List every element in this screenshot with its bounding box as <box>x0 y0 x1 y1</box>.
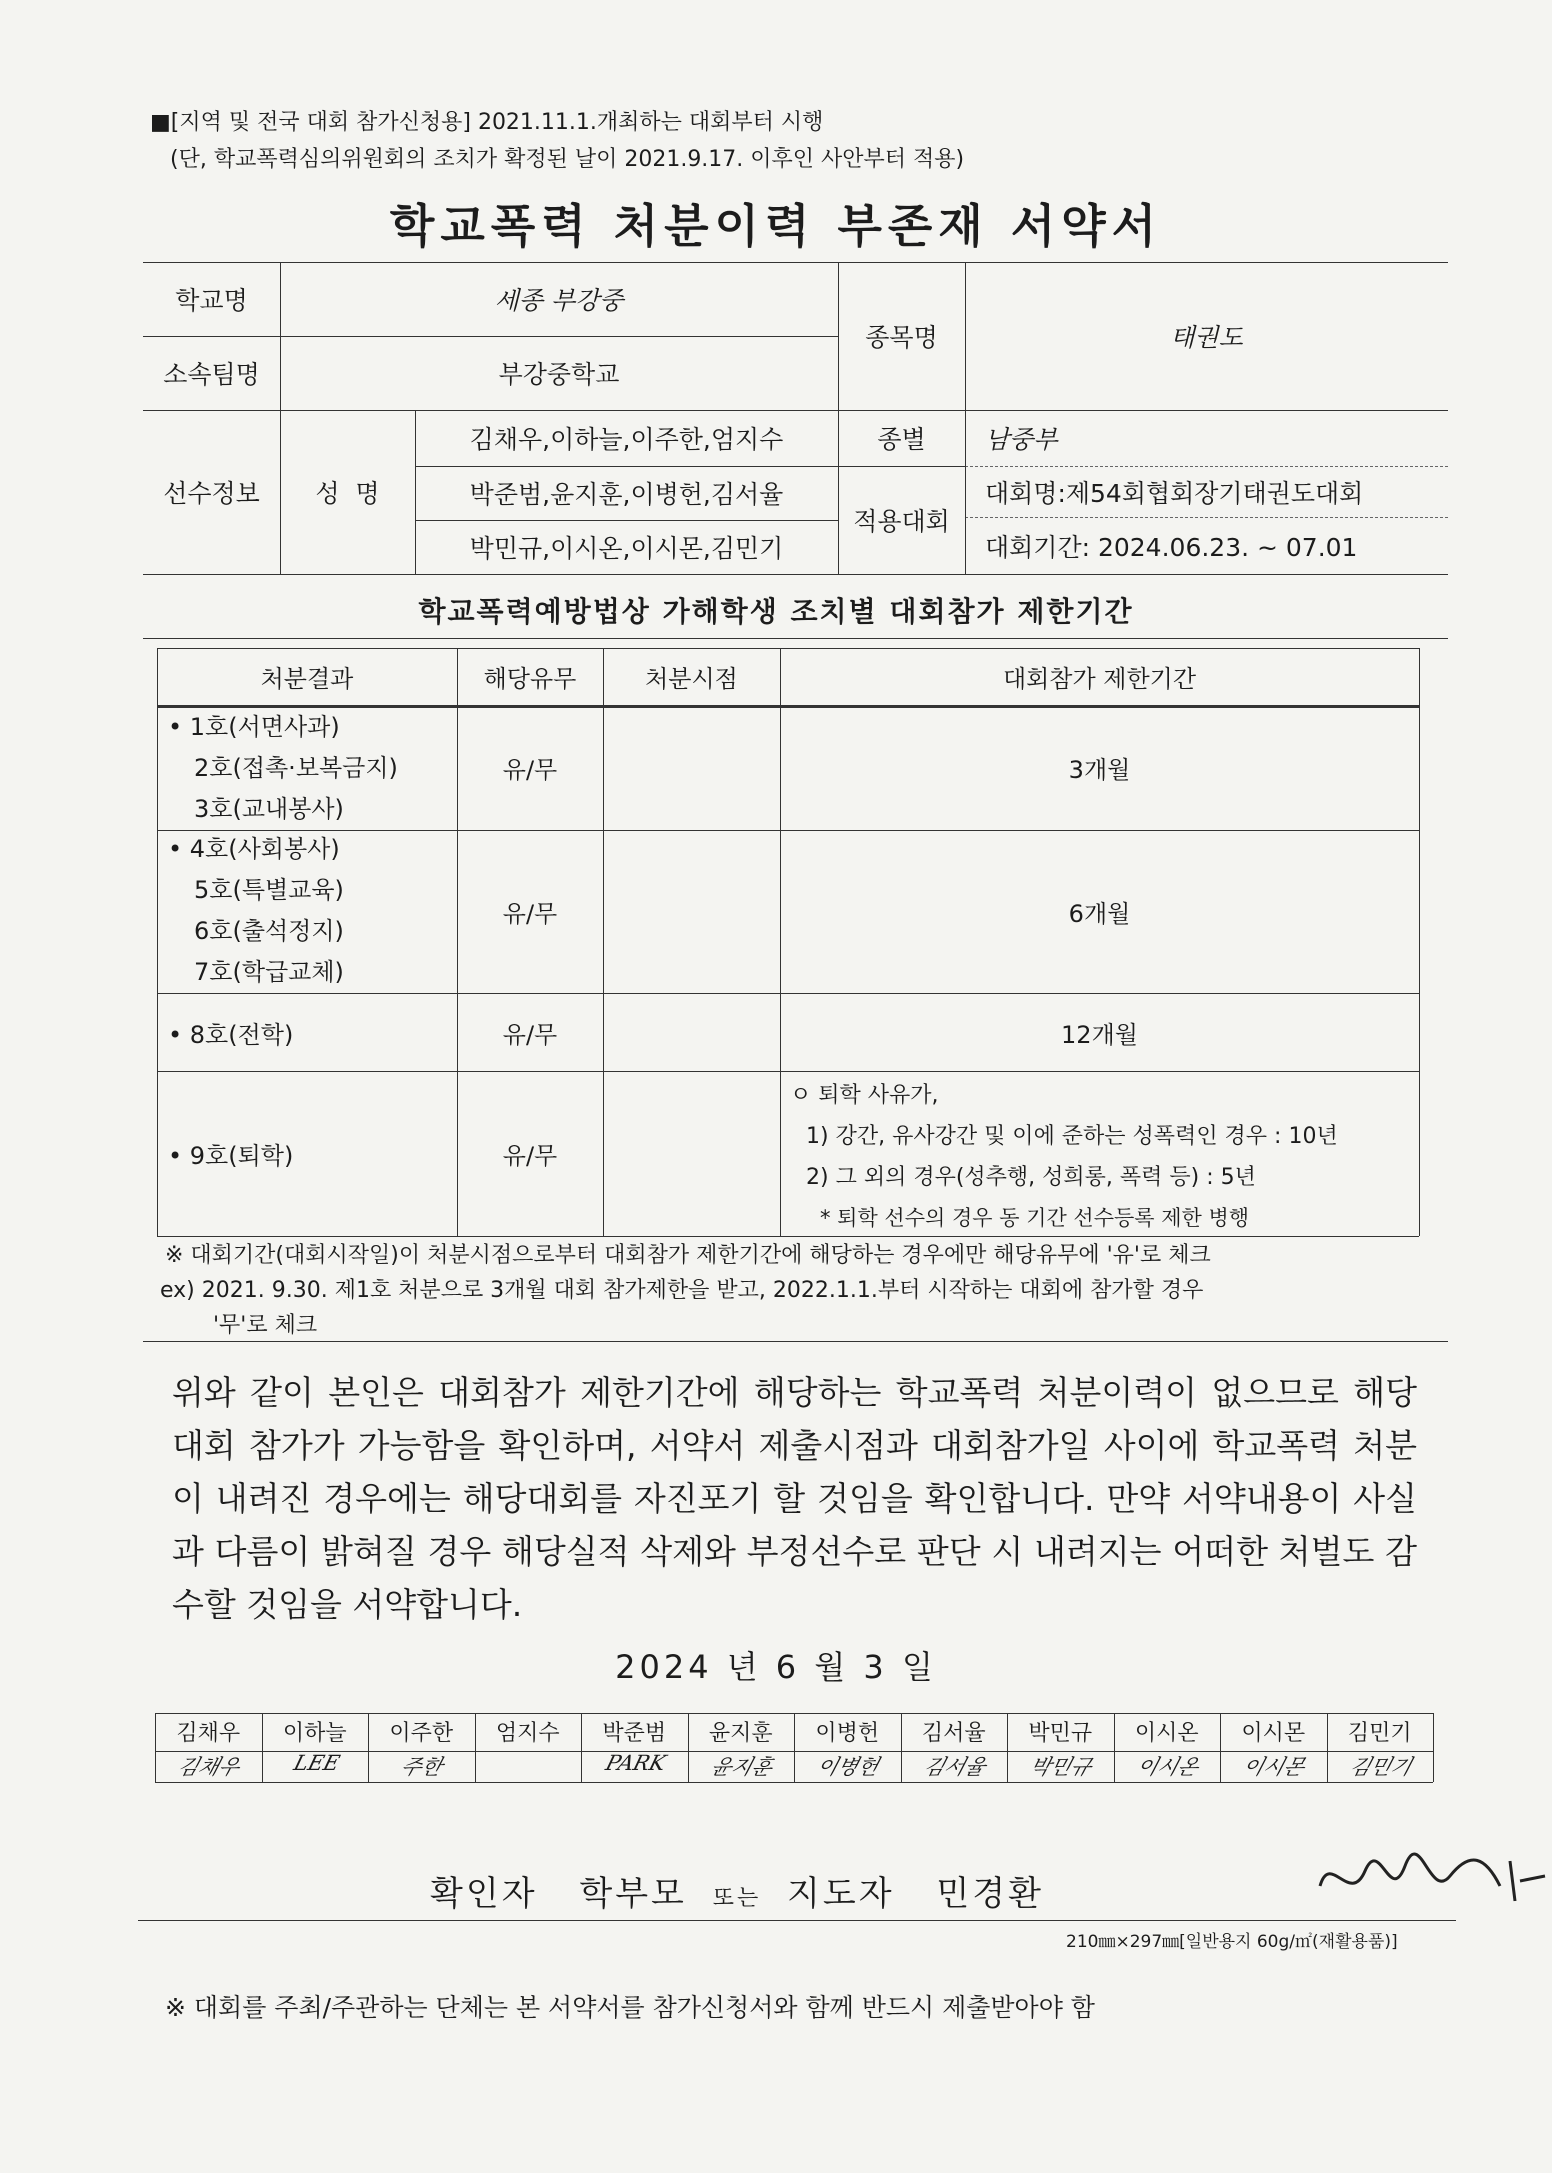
event-name: 대회명:제54회협회장기태권도대회 <box>985 478 1364 508</box>
signer-signature <box>470 1751 586 1787</box>
signer-name: 김민기 <box>1347 1721 1412 1746</box>
pledge-date: 2024 년 6 월 3 일 <box>615 1648 937 1686</box>
sport-value: 태권도 <box>1170 323 1243 352</box>
header-restriction-period: 대회참가 제한기간 <box>1002 665 1197 693</box>
paper-spec: 210㎜×297㎜[일반용지 60g/㎡(재활용품)] <box>1066 1932 1398 1952</box>
notice-line-1: ■[지역 및 전국 대회 참가신청용] 2021.11.1.개최하는 대회부터 시행 <box>150 110 824 135</box>
expulsion-line: 2) 그 외의 경우(성추행, 성희롱, 폭력 등) : 5년 <box>806 1165 1256 1190</box>
signer-signature: LEE <box>290 1751 342 1775</box>
notice-line-2: (단, 학교폭력심의위원회의 조치가 확정된 날이 2021.9.17. 이후인 사안부터 적용) <box>170 147 965 172</box>
restriction-period: 6개월 <box>1068 900 1131 928</box>
signer-name: 이주한 <box>389 1721 454 1746</box>
name-label: 성 명 <box>315 479 380 508</box>
team-label: 소속팀명 <box>163 360 260 389</box>
players-row-2: 박준범,윤지훈,이병헌,김서율 <box>469 480 784 509</box>
players-row-3: 박민규,이시온,이시몬,김민기 <box>469 534 784 563</box>
header-disposition-date: 처분시점 <box>645 665 738 693</box>
pledge-text: 위와 같이 본인은 대회참가 제한기간에 해당하는 학교폭력 처분이력이 없으므로 해당 대회 참가가 가능함을 확인하며, 서약서 제출시점과 대회참가일 사이에 학교폭력 처분이 내려진 경우에는 해당대회를 자진포기 할 것임을 확인합니다. 만약 서약내용이 사실과 다름이 밝혀질 경우 해당실적 삭제와 부정선수로 판단 시 내려지는 어떠한 처벌도 감수할 것임을 서약합니다. <box>172 1373 1417 1624</box>
signer-signature: 윤지훈 <box>707 1755 775 1779</box>
coach-label: 지도자 <box>787 1874 895 1914</box>
expulsion-line: ㅇ 퇴학 사유가, <box>790 1083 939 1108</box>
footer-note: ※ 대회를 주최/주관하는 단체는 본 서약서를 참가신청서와 함께 반드시 제출받아야 함 <box>165 1993 1095 2022</box>
signer-signature: 이시온 <box>1133 1755 1201 1779</box>
signer-signature: 김민기 <box>1346 1755 1414 1779</box>
disposition-item: 3호(교내봉사) <box>194 795 344 823</box>
signer-signature: PARK <box>603 1751 669 1775</box>
disposition-item: 5호(특별교육) <box>194 876 344 904</box>
rule-note: ※ 대회기간(대회시작일)이 처분시점으로부터 대회참가 제한기간에 해당하는 경우에만 해당유무에 '유'로 체크 <box>165 1243 1211 1268</box>
restriction-subtitle: 학교폭력예방법상 가해학생 조치별 대회참가 제한기간 <box>418 595 1134 628</box>
table-row <box>168 707 398 830</box>
yes-no-field[interactable]: 유/무 <box>502 1142 558 1170</box>
school-value: 세종 부강중 <box>494 286 624 315</box>
player-info-label: 선수정보 <box>163 479 260 508</box>
sport-label: 종목명 <box>865 323 938 352</box>
signer-name: 이시몬 <box>1241 1721 1306 1746</box>
disposition-item: 6호(출석정지) <box>194 917 344 945</box>
signer-signature: 김서율 <box>920 1755 988 1779</box>
signer-signature: 이시몬 <box>1240 1755 1308 1779</box>
header-disposition: 처분결과 <box>260 665 354 693</box>
disposition-item: • 4호(사회봉사) <box>168 835 340 863</box>
signer-signature: 박민규 <box>1027 1755 1095 1779</box>
apply-label: 적용대회 <box>853 507 950 536</box>
confirmer-signature <box>1310 1846 1550 1920</box>
or-label: 또는 <box>712 1886 762 1911</box>
signer-signature: 김채우 <box>175 1755 243 1779</box>
restriction-period: 3개월 <box>1068 756 1131 784</box>
parent-label: 학부모 <box>579 1874 687 1914</box>
restriction-period: 12개월 <box>1061 1020 1138 1049</box>
signer-name: 윤지훈 <box>708 1721 773 1746</box>
disposition-item: 2호(접촉·보복금지) <box>194 754 398 782</box>
expulsion-line: 1) 강간, 유사강간 및 이에 준하는 성폭력인 경우 : 10년 <box>806 1124 1338 1149</box>
expulsion-line: * 퇴학 선수의 경우 동 기간 선수등록 제한 병행 <box>820 1206 1250 1230</box>
school-label: 학교명 <box>175 286 248 315</box>
signer-name: 박준범 <box>602 1721 667 1746</box>
header-applicable: 해당유무 <box>483 665 577 693</box>
yes-no-field[interactable]: 유/무 <box>502 756 558 784</box>
signer-name: 이시온 <box>1134 1721 1199 1746</box>
signer-signature: 주한 <box>398 1755 446 1779</box>
team-value: 부강중학교 <box>498 360 620 389</box>
disposition-item: • 9호(퇴학) <box>168 1142 294 1170</box>
disposition-item: 7호(학급교체) <box>194 958 344 986</box>
confirmer-name: 민경환 <box>936 1874 1044 1914</box>
signer-name: 이하늘 <box>282 1721 347 1746</box>
signer-name: 이병헌 <box>815 1721 880 1746</box>
confirmer-signature-text <box>1310 1846 1550 1916</box>
document-title: 학교폭력 처분이력 부존재 서약서 <box>389 199 1163 253</box>
signer-name: 김서율 <box>921 1721 986 1746</box>
signer-name: 박민규 <box>1028 1721 1093 1746</box>
confirmer-line <box>430 1866 1044 1915</box>
gender-label: 종별 <box>877 425 926 454</box>
signer-signature: 이병헌 <box>814 1755 882 1779</box>
gender-value: 남중부 <box>985 425 1058 454</box>
disposition-item: • 8호(전학) <box>168 1020 294 1049</box>
yes-no-field[interactable]: 유/무 <box>502 900 558 928</box>
rule-example-2: '무'로 체크 <box>213 1313 318 1338</box>
yes-no-field[interactable]: 유/무 <box>502 1020 558 1049</box>
signer-name: 김채우 <box>176 1721 241 1746</box>
signer-name: 엄지수 <box>495 1721 560 1746</box>
rule-example: ex) 2021. 9.30. 제1호 처분으로 3개월 대회 참가제한을 받고, 2022.1.1.부터 시작하는 대회에 참가할 경우 <box>160 1278 1204 1303</box>
disposition-item: • 1호(서면사과) <box>168 713 340 741</box>
expulsion-rules <box>790 1075 1338 1239</box>
event-period: 대회기간: 2024.06.23. ~ 07.01 <box>985 532 1358 562</box>
confirmer-label: 확인자 <box>430 1874 538 1914</box>
players-row-1: 김채우,이하늘,이주한,엄지수 <box>469 425 784 454</box>
table-row <box>168 829 344 993</box>
